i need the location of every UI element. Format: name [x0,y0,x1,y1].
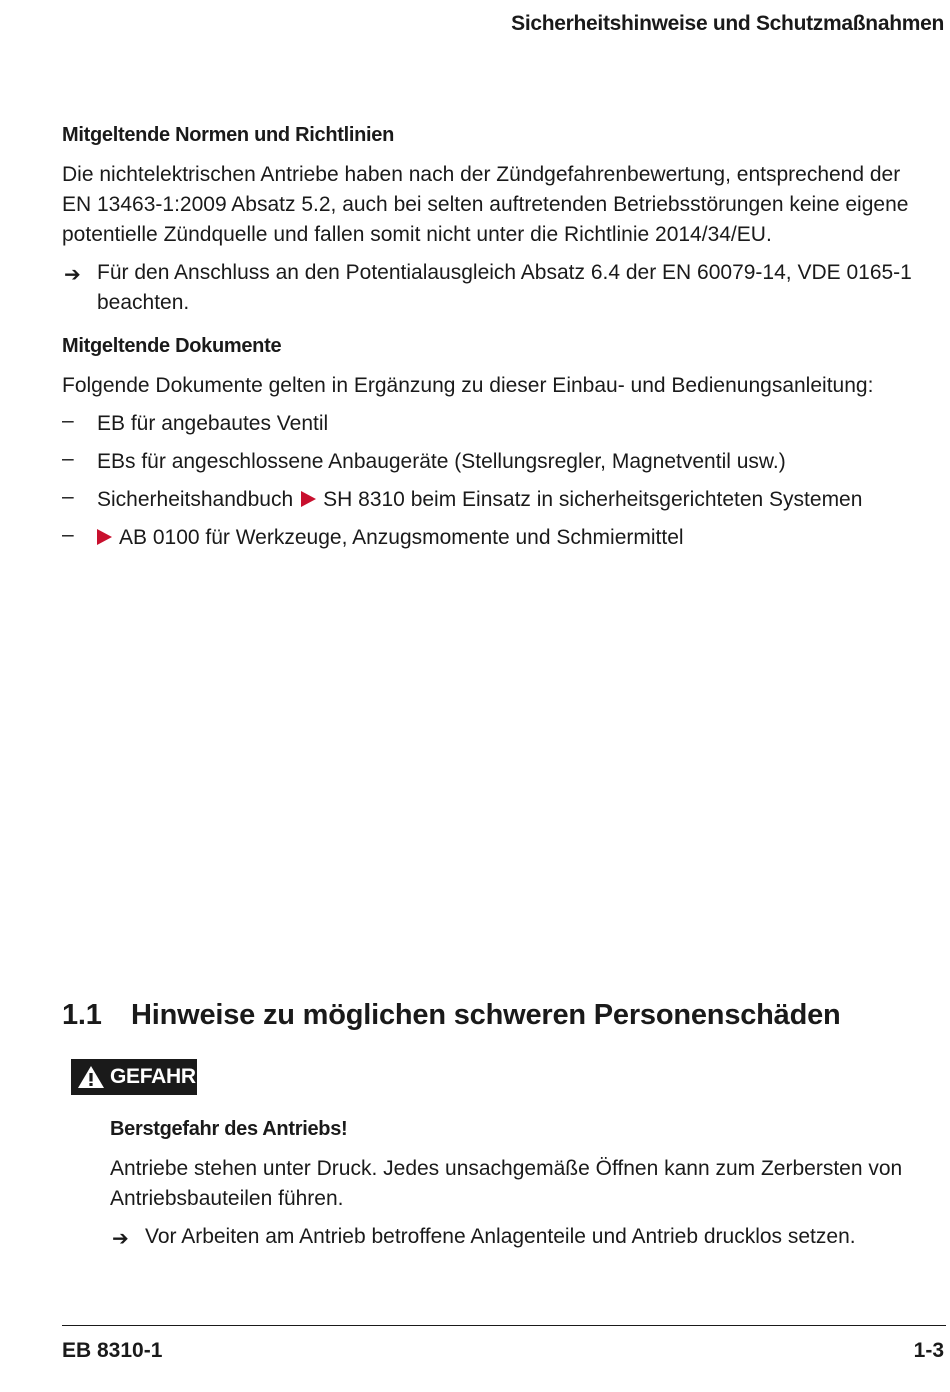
list-dash: – [62,485,74,508]
danger-paragraph-line: Antriebsbauteilen führen. [110,1187,344,1210]
danger-label: GEFAHR [110,1065,196,1088]
norms-heading: Mitgeltende Normen und Richtlinien [62,124,395,146]
section-title: Hinweise zu möglichen schweren Personenschäden [131,999,841,1031]
danger-instruction: Vor Arbeiten am Antrieb betroffene Anlagenteile und Antrieb drucklos setzen. [145,1225,856,1248]
document-reference-link[interactable]: SH 8310 beim Einsatz in sicherheitsgerichteten Systemen [323,488,863,511]
norms-instruction [97,258,912,318]
reference-arrow-icon [301,491,316,507]
norms-paragraph-line: Die nichtelektrischen Antriebe haben nach der Zündgefahrenbewertung, entsprechend der [62,163,901,186]
norms-paragraph-line: EN 13463-1:2009 Absatz 5.2, auch bei selten auftretenden Betriebsstörungen keine eigene [62,193,909,216]
document-list-item [97,523,684,553]
document-list-item [97,485,862,515]
reference-arrow-icon [97,529,112,545]
document-list-item: EBs für angeschlossene Anbaugeräte (Stellungsregler, Magnetventil usw.) [97,450,786,473]
section-heading [62,999,841,1032]
norms-paragraph [62,160,908,250]
footer-document-id: EB 8310-1 [62,1339,163,1362]
warning-triangle-icon [77,1065,105,1089]
documents-intro: Folgende Dokumente gelten in Ergänzung zu dieser Einbau- und Bedienungsanleitung: [62,374,874,397]
list-dash: – [62,447,74,470]
norms-instruction-line: Für den Anschluss an den Potentialausgleich Absatz 6.4 der EN 60079-14, VDE 0165-1 [97,261,912,284]
danger-badge [71,1059,197,1095]
footer-page-number: 1-3 [913,1339,944,1362]
document-list-item: EB für angebautes Ventil [97,412,329,435]
list-dash: – [62,523,74,546]
danger-paragraph-line: Antriebe stehen unter Druck. Jedes unsachgemäße Öffnen kann zum Zerbersten von [110,1157,903,1180]
document-prefix: Sicherheitshandbuch [97,488,294,511]
danger-heading: Berstgefahr des Antriebs! [110,1118,348,1140]
danger-paragraph [110,1154,902,1214]
norms-instruction-line: beachten. [97,291,190,314]
instruction-arrow-icon: ➔ [112,1228,129,1250]
running-header: Sicherheitshinweise und Schutzmaßnahmen [511,12,944,35]
instruction-arrow-icon: ➔ [64,264,81,286]
norms-paragraph-line: potentielle Zündquelle und fallen somit nicht unter die Richtlinie 2014/34/EU. [62,223,772,246]
document-reference-link[interactable]: AB 0100 für Werkzeuge, Anzugsmomente und Schmiermittel [119,526,684,549]
footer-divider [62,1325,946,1326]
section-number: 1.1 [62,999,102,1031]
documents-heading: Mitgeltende Dokumente [62,335,282,357]
list-dash: – [62,409,74,432]
